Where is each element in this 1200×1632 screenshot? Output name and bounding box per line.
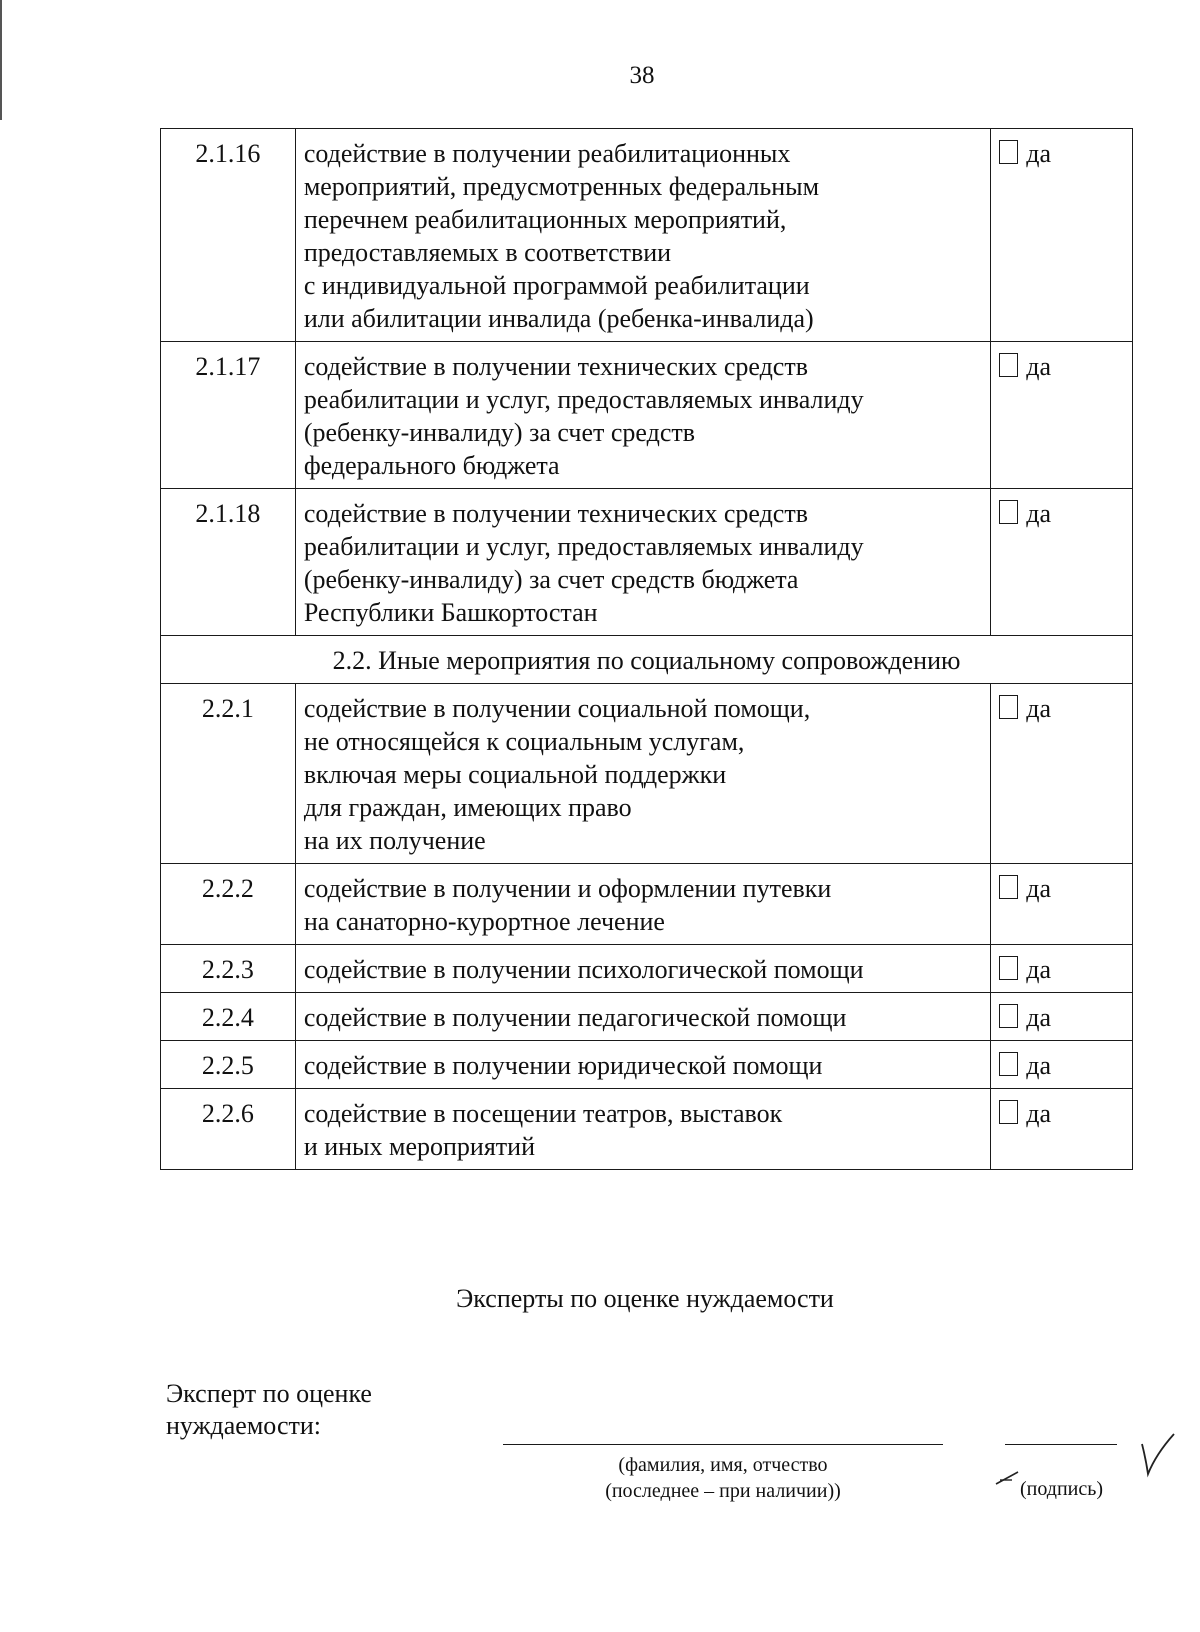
expert-label-line1: Эксперт по оценке	[166, 1379, 372, 1408]
checkbox[interactable]	[999, 1100, 1018, 1124]
expert-label	[166, 1378, 372, 1442]
item-number: 2.1.16	[161, 129, 296, 342]
signature-caption: (подпись)	[1020, 1478, 1104, 1500]
description-line: содействие в получении технических средств	[303, 352, 808, 381]
page-number: 38	[629, 62, 655, 89]
checkbox-cell	[991, 342, 1133, 489]
description-line: с индивидуальной программой реабилитации	[303, 271, 810, 300]
description-line: федерального бюджета	[303, 451, 560, 480]
description-line: мероприятий, предусмотренных федеральным	[303, 172, 820, 201]
checkbox-label: да	[1026, 1051, 1052, 1080]
expert-label-line2: нуждаемости:	[166, 1411, 321, 1440]
description-line: реабилитации и услуг, предоставляемых инвалиду	[303, 532, 864, 561]
checkbox-label: да	[1026, 352, 1052, 381]
item-description	[295, 489, 990, 636]
item-number: 2.2.1	[161, 684, 296, 864]
item-description	[295, 993, 990, 1041]
checkbox[interactable]	[999, 1004, 1018, 1028]
description-line: для граждан, имеющих право	[303, 793, 632, 822]
table-row	[161, 129, 1133, 342]
description-line: Республики Башкортостан	[303, 598, 598, 627]
checkbox[interactable]	[999, 500, 1018, 524]
item-number: 2.2.3	[161, 945, 296, 993]
item-description	[295, 945, 990, 993]
signature-field-line[interactable]	[1005, 1444, 1117, 1445]
description-line: содействие в получении психологической помощи	[303, 955, 864, 984]
checkbox-label: да	[1026, 1003, 1052, 1032]
description-line: содействие в получении педагогической помощи	[303, 1003, 847, 1032]
scan-margin-line	[0, 0, 2, 120]
section-title: 2.2. Иные мероприятия по социальному сопровождению	[161, 636, 1133, 684]
checkbox[interactable]	[999, 1052, 1018, 1076]
table-row	[161, 489, 1133, 636]
measures-table	[160, 128, 1133, 1170]
description-line: не относящейся к социальным услугам,	[303, 727, 745, 756]
description-line: на санаторно-курортное лечение	[303, 907, 665, 936]
checkbox-label: да	[1026, 139, 1052, 168]
table-row	[161, 684, 1133, 864]
checkbox-label: да	[1026, 499, 1052, 528]
table-row	[161, 945, 1133, 993]
description-line: содействие в получении технических средств	[303, 499, 808, 528]
checkbox-cell	[991, 489, 1133, 636]
pen-tick-mark	[994, 1468, 1022, 1488]
description-line: содействие в получении социальной помощи,	[303, 694, 811, 723]
description-line: содействие в посещении театров, выставок	[303, 1099, 783, 1128]
item-description	[295, 342, 990, 489]
checkbox-cell	[991, 1089, 1133, 1170]
section-row	[161, 636, 1133, 684]
checkbox[interactable]	[999, 956, 1018, 980]
name-caption-line1: (фамилия, имя, отчество	[618, 1454, 828, 1476]
description-line: перечнем реабилитационных мероприятий,	[303, 205, 787, 234]
table-row	[161, 342, 1133, 489]
description-line: содействие в получении юридической помощи	[303, 1051, 823, 1080]
experts-heading: Эксперты по оценке нуждаемости	[456, 1284, 834, 1313]
checkbox[interactable]	[999, 140, 1018, 164]
item-number: 2.1.18	[161, 489, 296, 636]
table-row	[161, 864, 1133, 945]
description-line: (ребенку-инвалиду) за счет средств бюджета	[303, 565, 799, 594]
checkbox-cell	[991, 945, 1133, 993]
table-row	[161, 1089, 1133, 1170]
item-number: 2.1.17	[161, 342, 296, 489]
checkbox[interactable]	[999, 875, 1018, 899]
item-description	[295, 129, 990, 342]
description-line: на их получение	[303, 826, 486, 855]
description-line: реабилитации и услуг, предоставляемых инвалиду	[303, 385, 864, 414]
item-description	[295, 1041, 990, 1089]
description-line: (ребенку-инвалиду) за счет средств	[303, 418, 696, 447]
item-number: 2.2.2	[161, 864, 296, 945]
description-line: предоставляемых в соответствии	[303, 238, 672, 267]
table-body-a	[161, 129, 1133, 636]
checkbox-label: да	[1026, 694, 1052, 723]
description-line: или абилитации инвалида (ребенка-инвалида)	[303, 304, 814, 333]
name-caption-line2: (последнее – при наличии))	[605, 1480, 841, 1502]
checkbox-cell	[991, 129, 1133, 342]
description-line: и иных мероприятий	[303, 1132, 535, 1161]
description-line: содействие в получении и оформлении путевки	[303, 874, 832, 903]
item-number: 2.2.5	[161, 1041, 296, 1089]
checkbox-label: да	[1026, 955, 1052, 984]
handwritten-check-mark	[1138, 1430, 1178, 1480]
checkbox-cell	[991, 684, 1133, 864]
checkbox-cell	[991, 864, 1133, 945]
item-description	[295, 684, 990, 864]
item-description	[295, 864, 990, 945]
checkbox-label: да	[1026, 1099, 1052, 1128]
table-body-b	[161, 684, 1133, 1170]
name-caption	[503, 1452, 943, 1504]
item-number: 2.2.4	[161, 993, 296, 1041]
description-line: включая меры социальной поддержки	[303, 760, 727, 789]
checkbox-cell	[991, 993, 1133, 1041]
item-description	[295, 1089, 990, 1170]
checkbox[interactable]	[999, 695, 1018, 719]
checkbox-label: да	[1026, 874, 1052, 903]
description-line: содействие в получении реабилитационных	[303, 139, 791, 168]
checkbox-cell	[991, 1041, 1133, 1089]
item-number: 2.2.6	[161, 1089, 296, 1170]
checkbox[interactable]	[999, 353, 1018, 377]
table-row	[161, 993, 1133, 1041]
table-row	[161, 1041, 1133, 1089]
name-field-line[interactable]	[503, 1444, 943, 1445]
